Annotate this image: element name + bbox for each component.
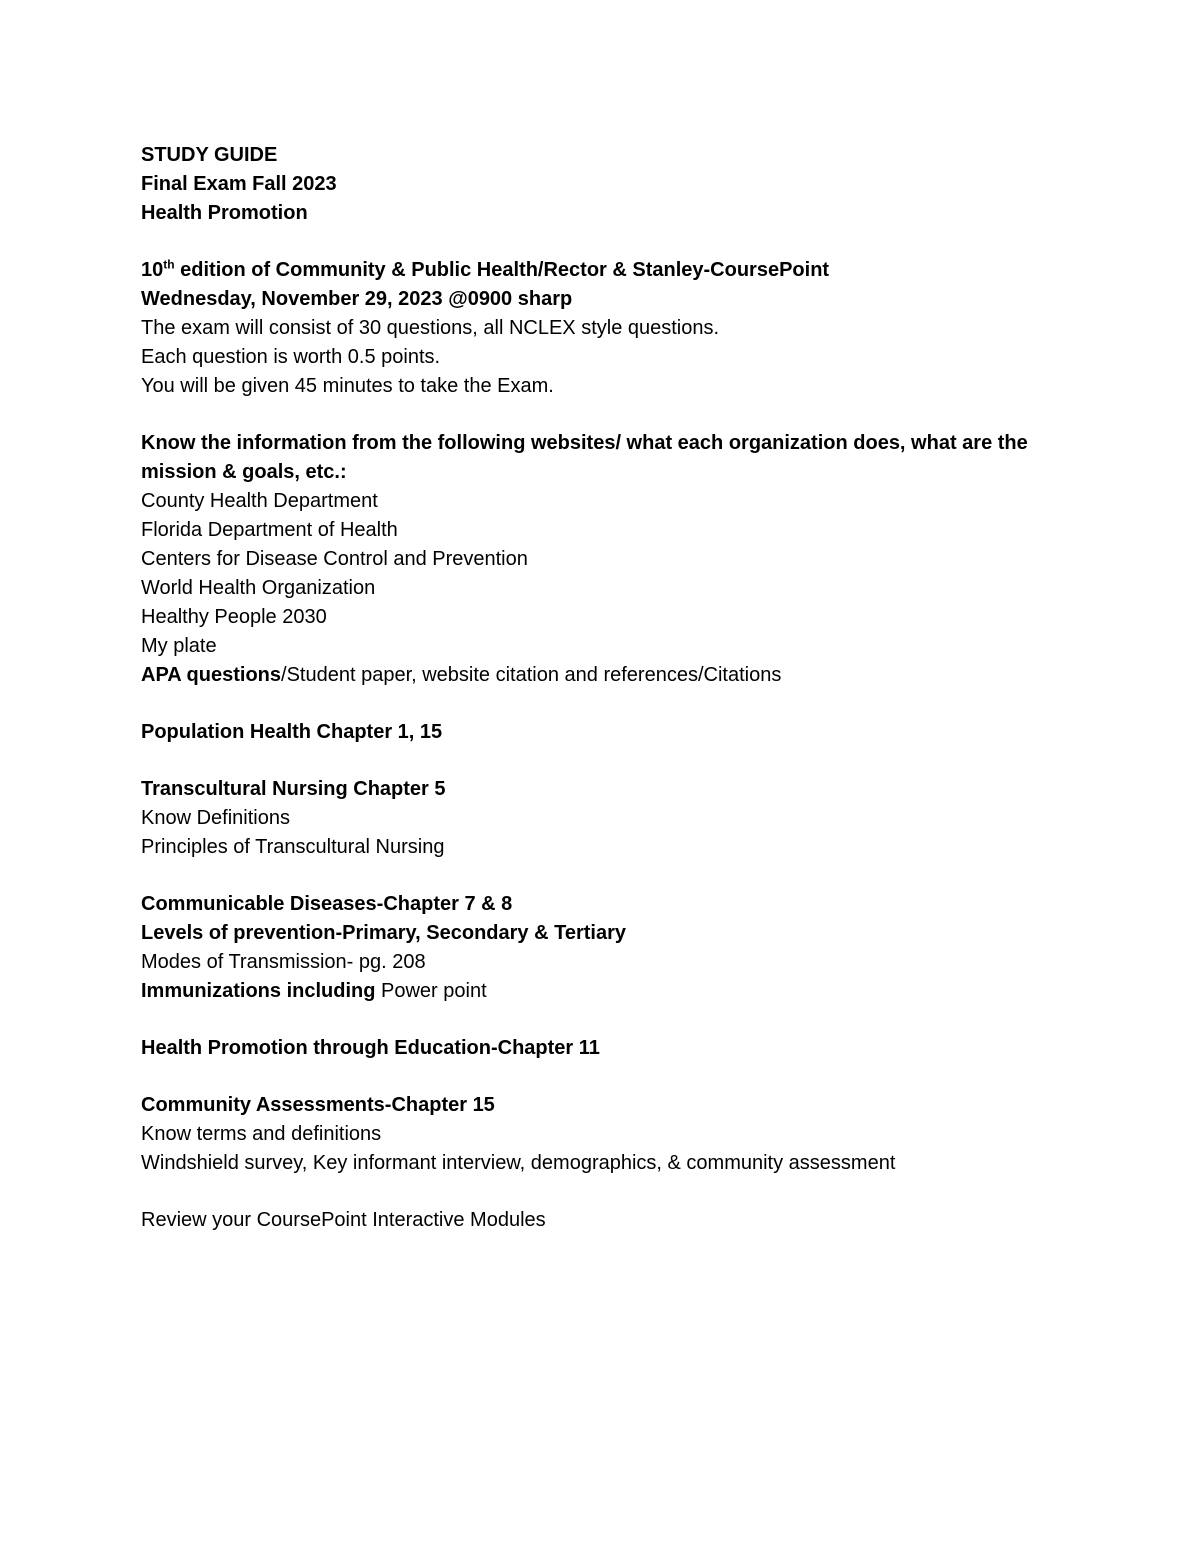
spacer bbox=[141, 690, 1081, 718]
exam-date: Wednesday, November 29, 2023 @0900 sharp bbox=[141, 288, 573, 310]
prevention-levels: Levels of prevention-Primary, Secondary & Tertiary bbox=[141, 922, 626, 944]
exam-info-line: You will be given 45 minutes to take the Exam. bbox=[141, 375, 554, 397]
textbook-line bbox=[141, 256, 1081, 285]
edition-suffix: th bbox=[163, 257, 175, 272]
immunizations-line bbox=[141, 977, 1081, 1006]
course-name: Health Promotion bbox=[141, 202, 308, 224]
exam-info-line: Each question is worth 0.5 points. bbox=[141, 346, 441, 368]
communicable-heading: Communicable Diseases-Chapter 7 & 8 bbox=[141, 893, 513, 915]
website-item: Healthy People 2030 bbox=[141, 606, 327, 628]
population-heading: Population Health Chapter 1, 15 bbox=[141, 721, 443, 743]
website-item: Florida Department of Health bbox=[141, 519, 398, 541]
assessments-heading: Community Assessments-Chapter 15 bbox=[141, 1094, 495, 1116]
website-item: County Health Department bbox=[141, 490, 378, 512]
websites-heading: Know the information from the following websites/ what each organization does, what are the mission & goals, etc.: bbox=[141, 432, 1028, 483]
spacer bbox=[141, 747, 1081, 775]
website-item: World Health Organization bbox=[141, 577, 376, 599]
document-title: STUDY GUIDE bbox=[141, 144, 278, 166]
education-heading: Health Promotion through Education-Chapter 11 bbox=[141, 1037, 600, 1059]
closing-note: Review your CoursePoint Interactive Modules bbox=[141, 1209, 546, 1231]
textbook-title: edition of Community & Public Health/Rector & Stanley-CoursePoint bbox=[174, 259, 830, 281]
immunizations-detail: Power point bbox=[375, 980, 487, 1002]
edition-number: 10 bbox=[141, 259, 164, 281]
spacer bbox=[141, 1006, 1081, 1034]
exam-info-line: The exam will consist of 30 questions, all NCLEX style questions. bbox=[141, 317, 720, 339]
transmission-modes: Modes of Transmission- pg. 208 bbox=[141, 951, 426, 973]
exam-name: Final Exam Fall 2023 bbox=[141, 173, 337, 195]
spacer bbox=[141, 228, 1081, 256]
transcultural-item: Principles of Transcultural Nursing bbox=[141, 836, 445, 858]
apa-label: APA questions bbox=[141, 664, 282, 686]
apa-line bbox=[141, 661, 1081, 690]
immunizations-label: Immunizations including bbox=[141, 980, 376, 1002]
spacer bbox=[141, 862, 1081, 890]
study-guide-content bbox=[141, 141, 1081, 1235]
website-item: Centers for Disease Control and Prevention bbox=[141, 548, 528, 570]
transcultural-item: Know Definitions bbox=[141, 807, 290, 829]
transcultural-heading: Transcultural Nursing Chapter 5 bbox=[141, 778, 446, 800]
assessments-item: Know terms and definitions bbox=[141, 1123, 382, 1145]
spacer bbox=[141, 1063, 1081, 1091]
spacer bbox=[141, 401, 1081, 429]
spacer bbox=[141, 1178, 1081, 1206]
assessments-item: Windshield survey, Key informant interview, demographics, & community assessment bbox=[141, 1152, 896, 1174]
website-item: My plate bbox=[141, 635, 217, 657]
apa-detail: /Student paper, website citation and references/Citations bbox=[281, 664, 782, 686]
